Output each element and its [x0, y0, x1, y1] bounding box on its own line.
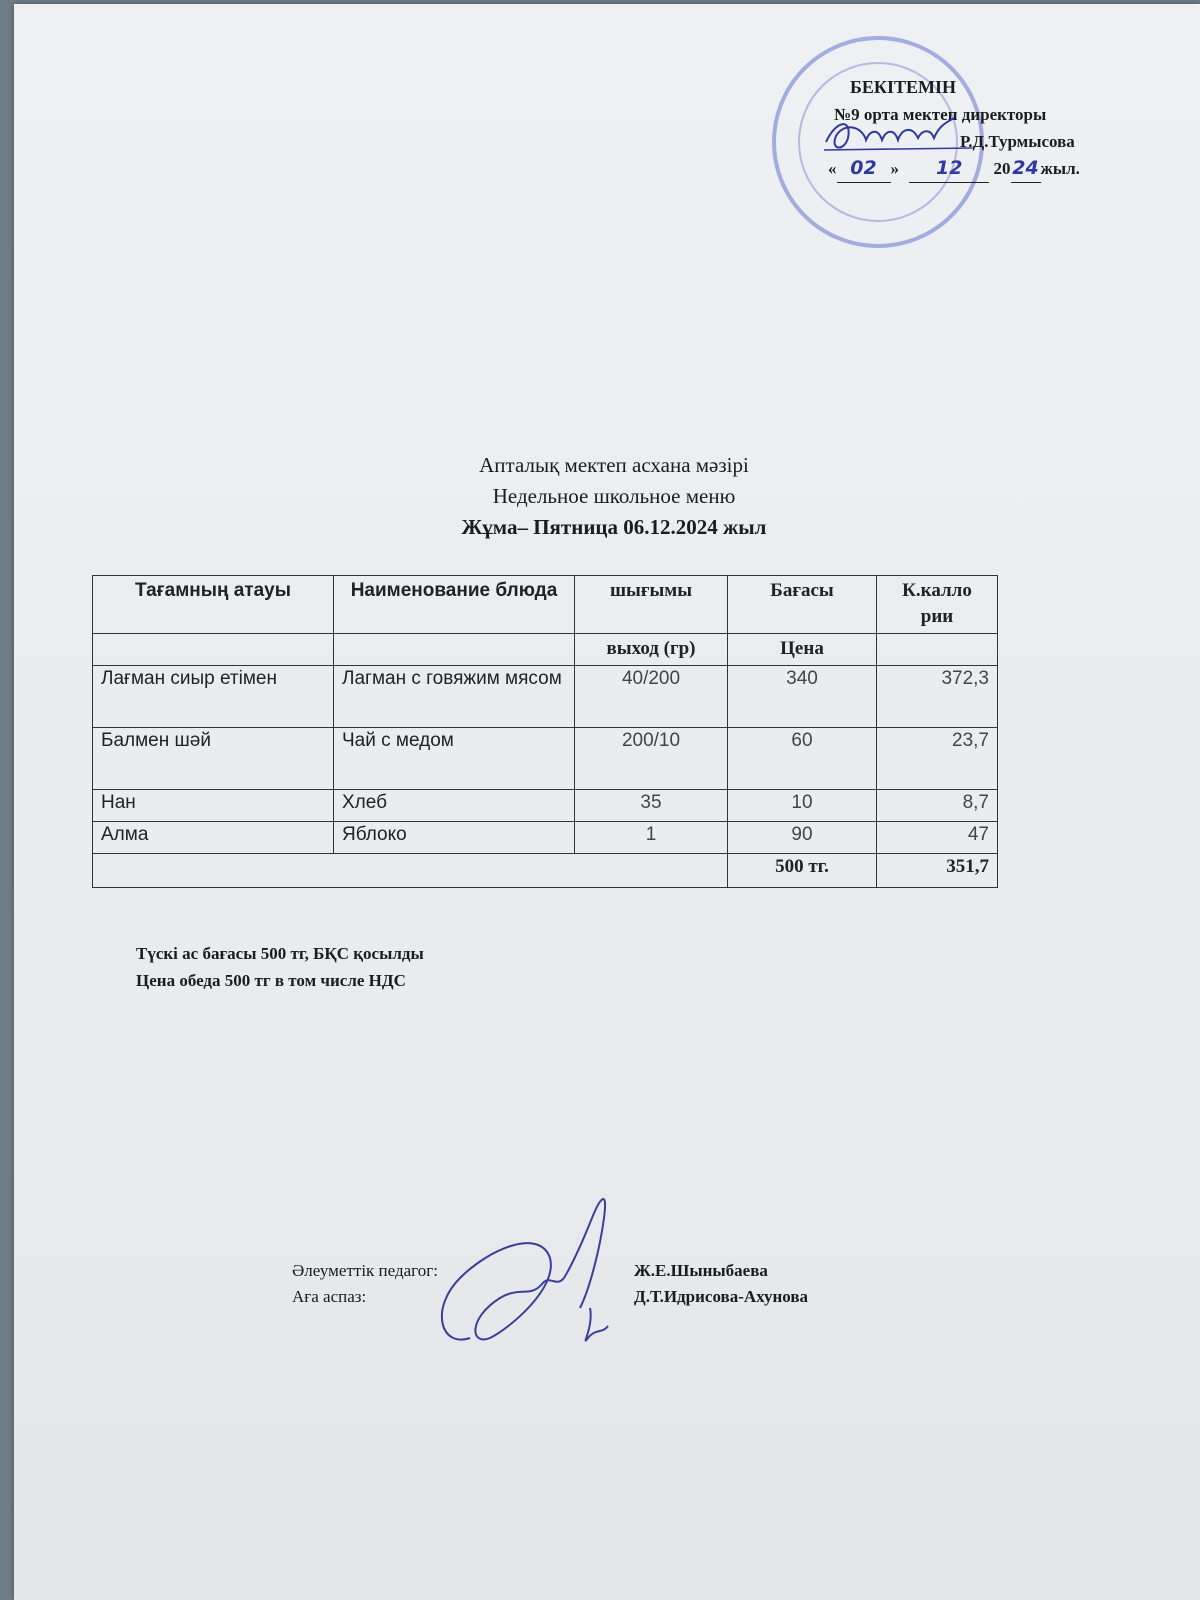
- header-row: [93, 576, 998, 634]
- dish-name-ru: Лагман с говяжим мясом: [334, 666, 575, 728]
- name-head-cook: Д.Т.Идрисова-Ахунова: [634, 1287, 809, 1306]
- approval-year-word: жыл.: [1040, 159, 1080, 178]
- dish-yield: 200/10: [575, 728, 728, 790]
- dish-price: 60: [728, 728, 877, 790]
- dish-price: 10: [728, 790, 877, 822]
- approval-signer: Р.Д.Турмысова: [960, 132, 1075, 151]
- signature-row-2: [292, 1284, 809, 1310]
- role-social-pedagogue: Әлеуметтік педагог:: [292, 1261, 438, 1280]
- dish-calories: 372,3: [877, 666, 998, 728]
- approval-month: 12: [936, 157, 963, 179]
- dish-name-ru: Чай с медом: [334, 728, 575, 790]
- heading-date: Жұма– Пятница 06.12.2024 жыл: [461, 515, 767, 539]
- approval-title: БЕКІТЕМІН: [850, 77, 956, 97]
- dish-calories: 8,7: [877, 790, 998, 822]
- price-note-kz: Түскі ас бағасы 500 тг, БҚС қосылды: [136, 944, 424, 963]
- heading-kz: Апталық мектеп асхана мәзірі: [479, 453, 749, 477]
- price-note-ru: Цена обеда 500 тг в том числе НДС: [136, 971, 406, 990]
- subheader-row: [93, 634, 998, 666]
- dish-name-ru: Хлеб: [334, 790, 575, 822]
- dish-yield: 35: [575, 790, 728, 822]
- dish-name-ru: Яблоко: [334, 822, 575, 854]
- header-yield-kz: шығымы: [575, 576, 728, 634]
- signature-row-1: [292, 1258, 768, 1284]
- approval-date-line: « 02 » 12 2024 жыл.: [828, 155, 1080, 183]
- dish-price: 90: [728, 822, 877, 854]
- dish-yield: 40/200: [575, 666, 728, 728]
- dish-calories: 47: [877, 822, 998, 854]
- table-row: [93, 666, 998, 728]
- dish-yield: 1: [575, 822, 728, 854]
- dish-name-kz: Алма: [93, 822, 334, 854]
- dish-name-kz: Лағман сиыр етімен: [93, 666, 334, 728]
- dish-price: 340: [728, 666, 877, 728]
- approval-day: 02: [850, 157, 877, 179]
- signature-block: [292, 1258, 809, 1310]
- header-name-ru: Наименование блюда: [334, 576, 575, 634]
- dish-calories: 23,7: [877, 728, 998, 790]
- approval-position: №9 орта мектеп директоры: [834, 105, 1047, 124]
- table-row: [93, 728, 998, 790]
- table-row: [93, 790, 998, 822]
- name-social-pedagogue: Ж.Е.Шыныбаева: [634, 1261, 768, 1280]
- document-heading: [14, 450, 1200, 543]
- header-price-kz: Бағасы: [728, 576, 877, 634]
- heading-ru: Недельное школьное меню: [492, 484, 736, 508]
- approval-year-suffix: 24: [1012, 157, 1039, 179]
- header-name-kz: Тағамның атауы: [93, 576, 334, 634]
- header-yield-ru: выход (гр): [575, 634, 728, 666]
- header-price-ru: Цена: [728, 634, 877, 666]
- staff-signature: [430, 1188, 630, 1358]
- table-row: [93, 822, 998, 854]
- role-head-cook: Аға аспаз:: [292, 1287, 367, 1306]
- total-price: 500 тг.: [728, 854, 877, 888]
- price-note: [136, 940, 424, 994]
- total-row: [93, 854, 998, 888]
- header-calories: К.калло рии: [877, 576, 998, 634]
- dish-name-kz: Балмен шәй: [93, 728, 334, 790]
- director-signature: [822, 112, 978, 158]
- dish-name-kz: Нан: [93, 790, 334, 822]
- total-calories: 351,7: [877, 854, 998, 888]
- menu-table: [92, 575, 998, 888]
- approval-year-prefix: 20: [993, 159, 1011, 178]
